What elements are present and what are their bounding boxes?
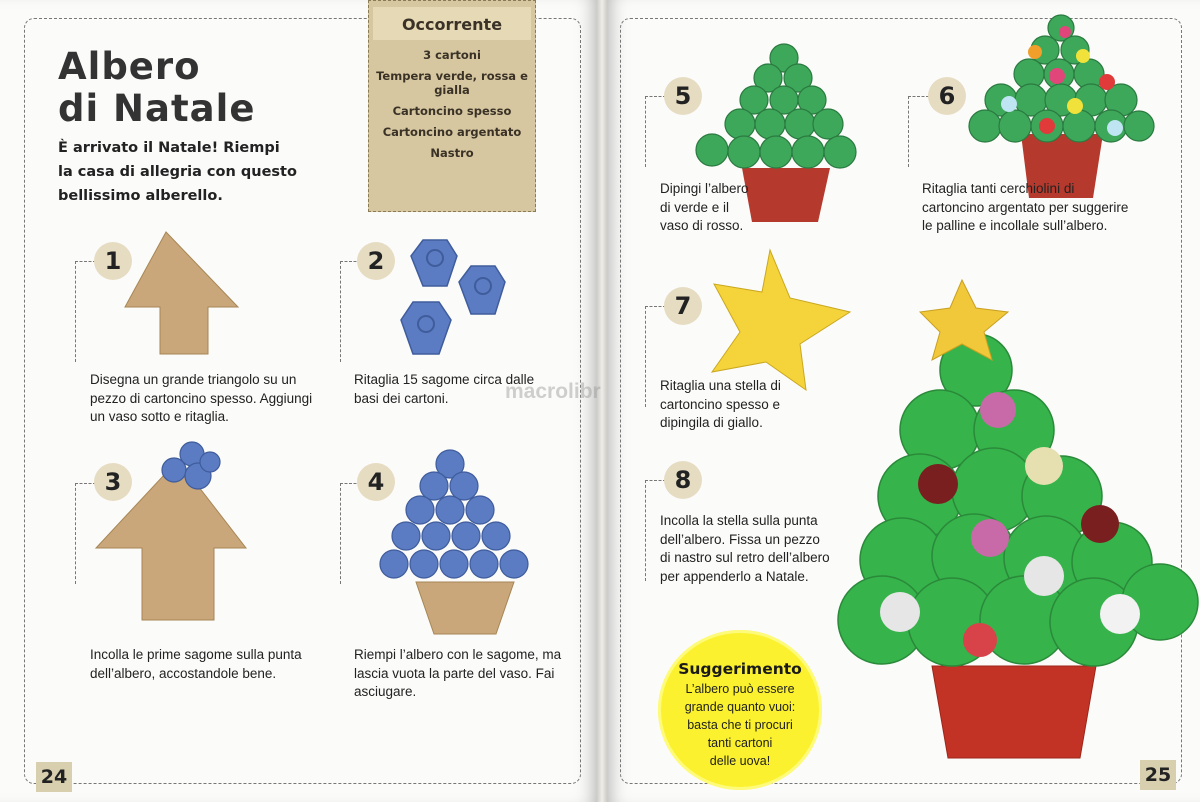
watermark-text: macrolibr bbox=[505, 380, 601, 403]
tip-line: basta che ti procuri bbox=[687, 718, 793, 732]
step-5-text: Dipingi l’albero di verde e il vaso di rosso. bbox=[660, 181, 749, 233]
materials-box bbox=[368, 0, 536, 212]
step-4-text: Riempi l’albero con le sagome, ma lascia vuota la parte del vaso. Fai asciugare. bbox=[354, 647, 562, 699]
step-2-leader bbox=[340, 261, 361, 362]
step-7-text: Ritaglia una stella di cartoncino spesso e dipingila di giallo. bbox=[660, 378, 781, 430]
material-item: 3 cartoni bbox=[423, 48, 481, 62]
material-item: Cartoncino argentato bbox=[382, 125, 522, 139]
step-7-badge: 7 bbox=[664, 287, 702, 325]
step-2-text: Ritaglia 15 sagome circa dalle basi dei cartoni. bbox=[354, 372, 535, 406]
material-item: Cartoncino spesso bbox=[392, 104, 512, 118]
tip-line: grande quanto vuoi: bbox=[684, 700, 796, 714]
intro-text bbox=[58, 136, 297, 208]
page-title bbox=[58, 46, 255, 130]
material-item: Tempera verde, rossa e gialla bbox=[376, 69, 528, 97]
step-3-badge: 3 bbox=[94, 463, 132, 501]
tree-filled-with-cups bbox=[380, 442, 550, 637]
tree-with-first-cups bbox=[94, 440, 254, 630]
yellow-star-cutout bbox=[704, 250, 854, 390]
cardboard-tree-shape bbox=[120, 232, 245, 357]
step-6-text: Ritaglia tanti cerchiolini di cartoncino argentato per suggerire le palline e incollale sull’albero. bbox=[922, 181, 1129, 233]
page-number-left: 24 bbox=[36, 762, 72, 792]
materials-heading: Occorrente bbox=[373, 7, 531, 40]
intro-line: la casa di allegria con questo bbox=[58, 164, 297, 180]
step-1-leader bbox=[75, 261, 96, 362]
material-item: Nastro bbox=[430, 146, 474, 160]
tree-with-baubles bbox=[965, 12, 1155, 202]
step-8-text: Incolla la stella sulla punta dell’albero. Fissa un pezzo di nastro sul retro dell’albero per appenderlo a Natale. bbox=[660, 513, 830, 584]
step-3-text: Incolla le prime sagome sulla punta dell’albero, accostandole bene. bbox=[90, 647, 302, 681]
finished-christmas-tree bbox=[836, 280, 1198, 760]
egg-cup-cutouts bbox=[395, 236, 515, 356]
title-line-1: Albero bbox=[58, 45, 201, 88]
step-3-leader bbox=[75, 483, 96, 584]
step-8-badge: 8 bbox=[664, 461, 702, 499]
step-6-leader bbox=[908, 96, 929, 167]
title-line-2: di Natale bbox=[58, 87, 256, 130]
intro-line: È arrivato il Natale! Riempi bbox=[58, 140, 280, 156]
page-number-right: 25 bbox=[1140, 760, 1176, 790]
step-1-badge: 1 bbox=[94, 242, 132, 280]
tip-line: tanti cartoni bbox=[707, 736, 773, 750]
step-6-badge: 6 bbox=[928, 77, 966, 115]
step-1-text: Disegna un grande triangolo su un pezzo di cartoncino spesso. Aggiungi un vaso sotto e ritaglia. bbox=[90, 372, 313, 424]
step-2-badge: 2 bbox=[357, 242, 395, 280]
tip-bubble bbox=[658, 630, 822, 790]
tip-body bbox=[658, 680, 822, 770]
tip-line: L’albero può essere bbox=[685, 682, 795, 696]
step-4-badge: 4 bbox=[357, 463, 395, 501]
step-4-leader bbox=[340, 483, 361, 584]
step-5-leader bbox=[645, 96, 666, 167]
tip-heading: Suggerimento bbox=[678, 660, 802, 678]
step-5-badge: 5 bbox=[664, 77, 702, 115]
intro-line: bellissimo alberello. bbox=[58, 188, 223, 204]
tip-line: delle uova! bbox=[709, 754, 771, 768]
